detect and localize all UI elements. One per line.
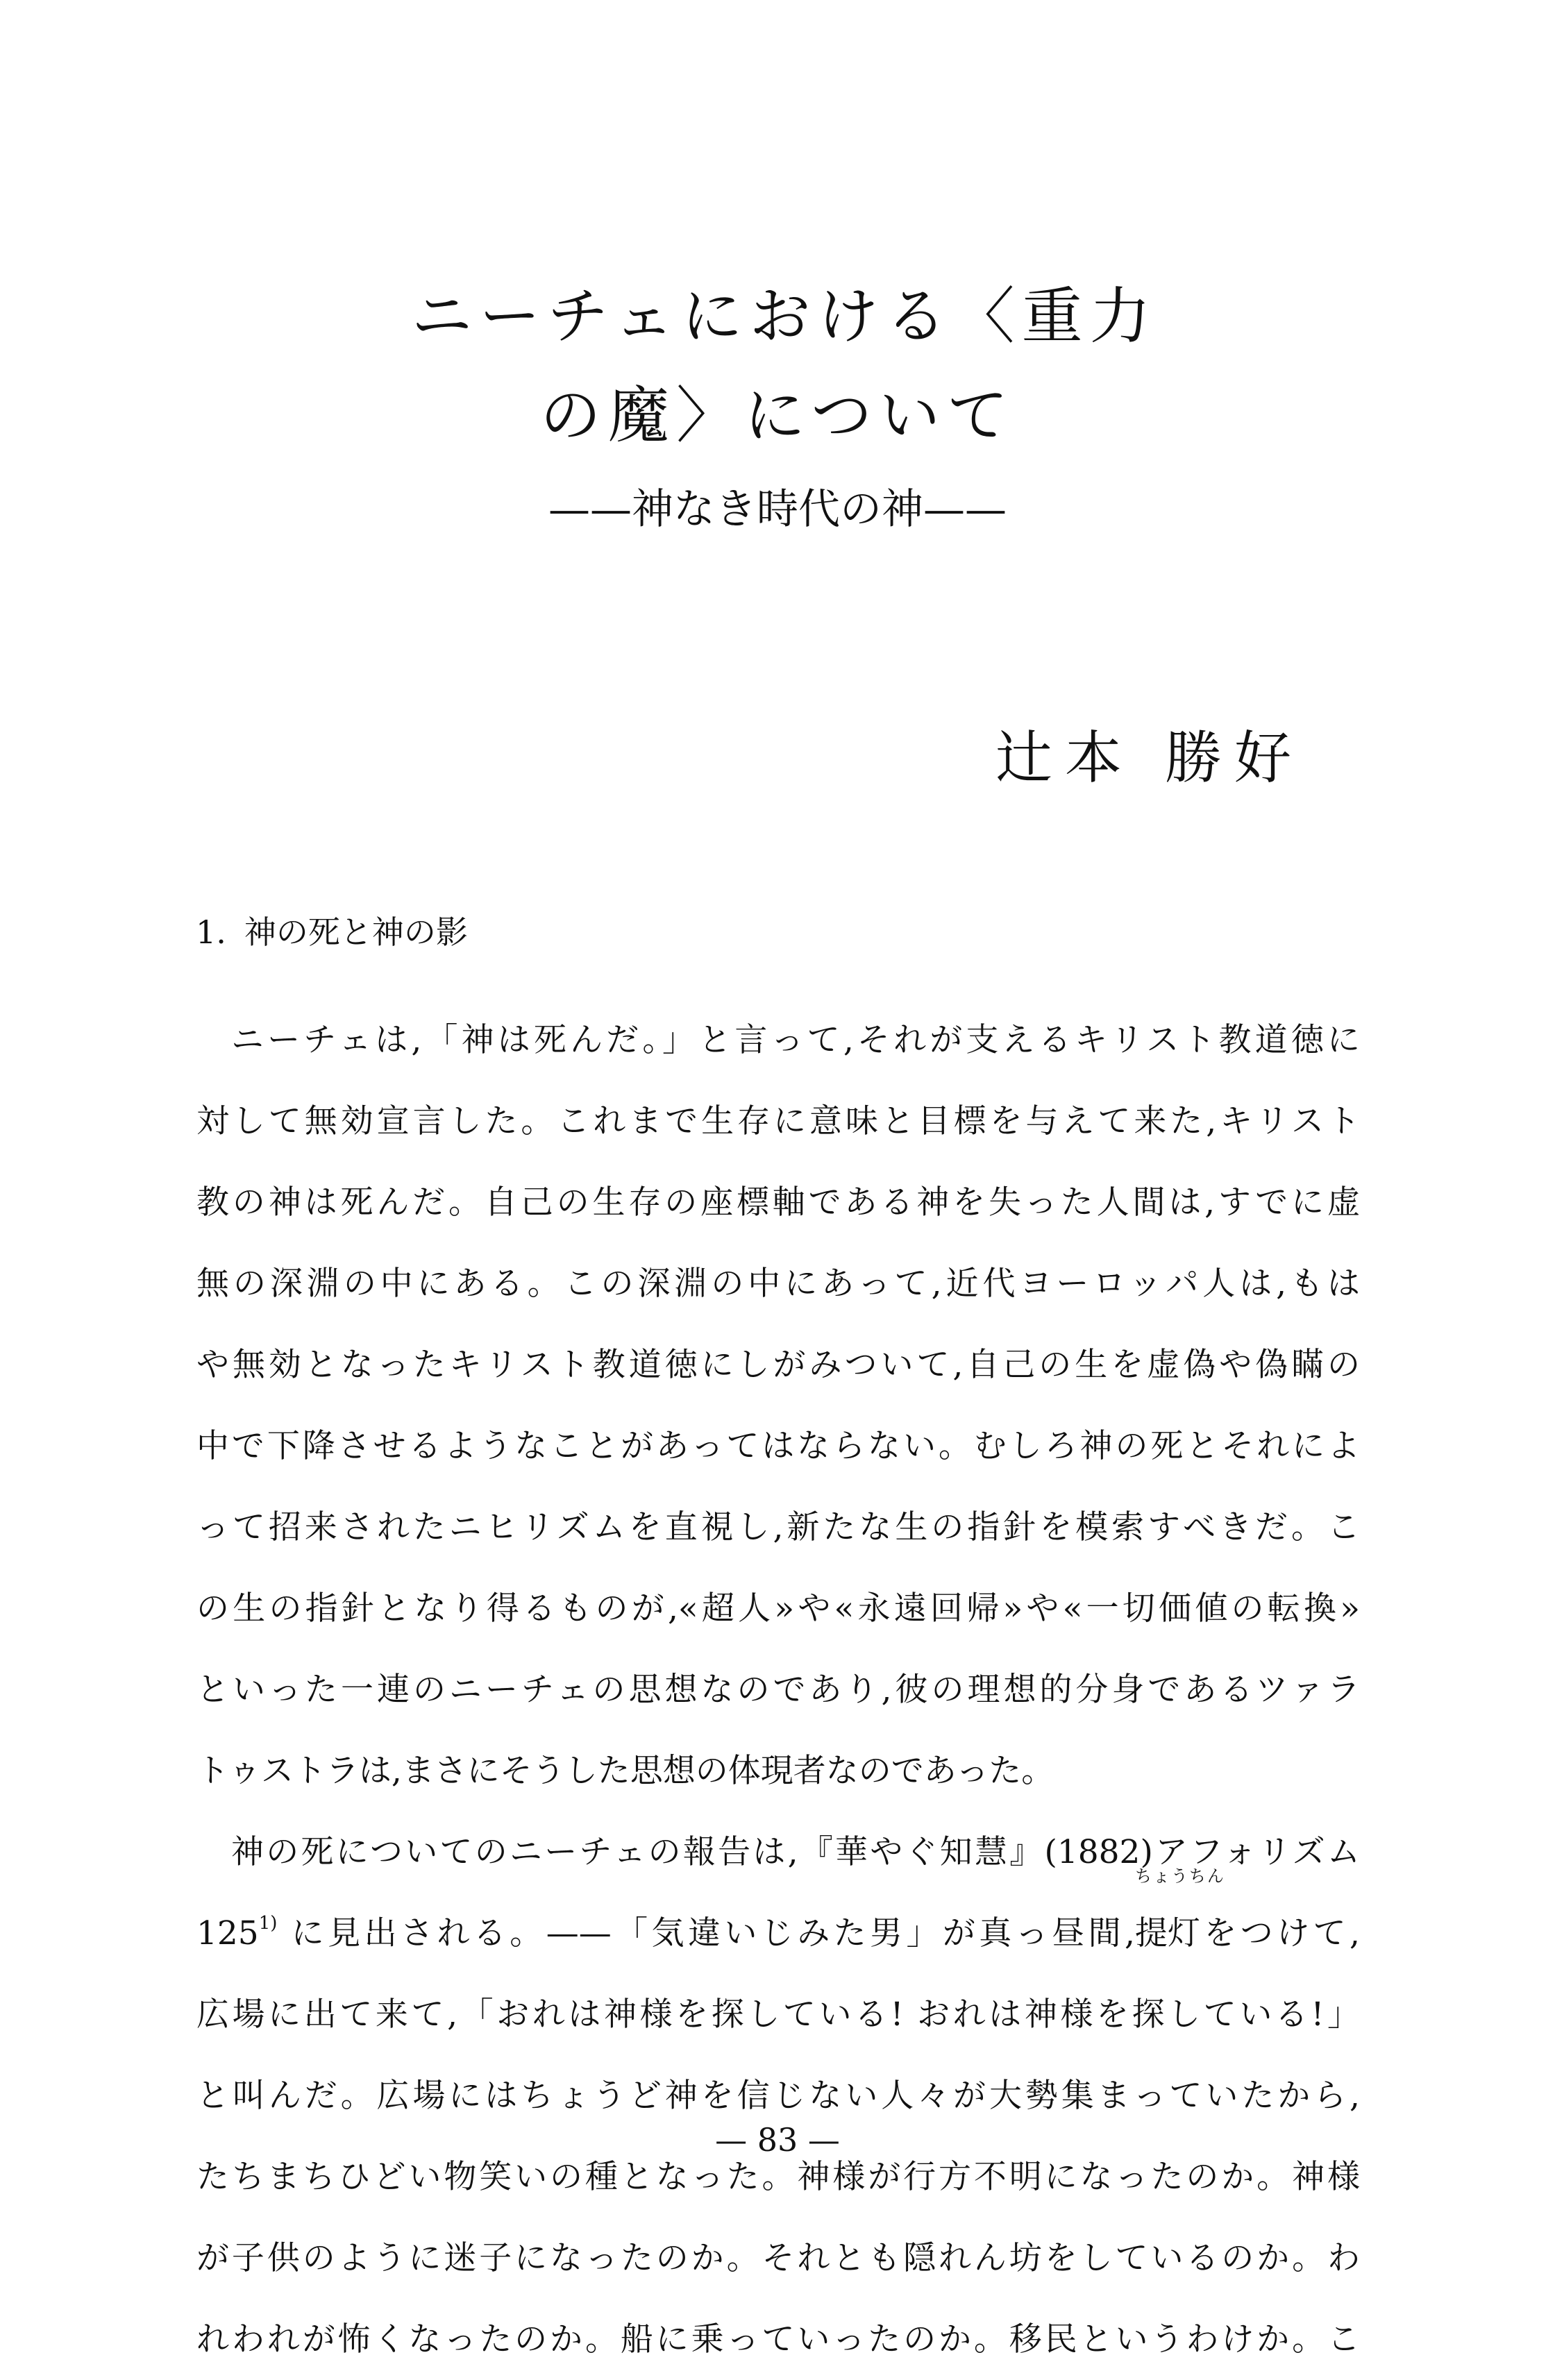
section-heading — [196, 913, 468, 951]
section-number: 1. — [196, 913, 226, 951]
paragraph-2-line: 広場に出て来て,「おれは神様を探している! おれは神様を探している!」 — [196, 1995, 1360, 2034]
article-subtitle: ——神なき時代の神—— — [548, 485, 1007, 534]
paragraph-1-line: 教の神は死んだ。自己の生存の座標軸である神を失った人間は,すでに虚 — [196, 1183, 1360, 1222]
paragraph-2-line: が子供のように迷子になったのか。それとも隠れん坊をしているのか。わ — [196, 2239, 1360, 2277]
paragraph-2-line: と叫んだ。広場にはちょうど神を信じない人々が大勢集まっていたから, — [196, 2077, 1360, 2115]
paragraph-2-line: 神の死についてのニーチェの報告は,『華やぐ知慧』(1882)アフォリズム — [231, 1833, 1360, 1871]
body-text — [196, 999, 1360, 2380]
ruby-annotated-word — [1134, 1866, 1225, 1974]
paragraph-2-text: に見出される。——「気違いじみた男」が真っ昼間, — [291, 1914, 1135, 1952]
paragraph-1-line: 中で下降させるようなことがあってはならない。むしろ神の死とそれによ — [196, 1427, 1360, 1465]
paragraph-2-line: たちまちひどい物笑いの種となった。神様が行方不明になったのか。神様 — [196, 2158, 1360, 2196]
paragraph-1-line: トゥストラは,まさにそうした思想の体現者なのであった。 — [196, 1752, 1054, 1790]
author-name: 辻本 勝好 — [995, 725, 1304, 791]
paragraph-1-line: って招来されたニヒリズムを直視し,新たな生の指針を模索すべきだ。こ — [196, 1508, 1360, 1546]
paragraph-1-line: といった一連のニーチェの思想なのであり,彼の理想的分身であるツァラ — [196, 1671, 1360, 1709]
article-title-line-2: の魔〉について — [539, 380, 1016, 451]
paragraph-2-text: をつけて, — [1200, 1914, 1360, 1952]
paragraph-1-line: の生の指針となり得るものが,«超人»や«永遠回帰»や«一切価値の転換» — [196, 1589, 1360, 1628]
aphorism-number: 125 — [196, 1914, 259, 1952]
page-number: — 83 — — [715, 2121, 840, 2159]
ruby-reading: ちょうちん — [1134, 1866, 1225, 1886]
article-title-line-1: ニーチェにおける〈重力 — [411, 280, 1158, 352]
footnote-marker: 1) — [258, 1913, 278, 1934]
paragraph-1-line: 無の深淵の中にある。この深淵の中にあって,近代ヨーロッパ人は,もは — [196, 1265, 1360, 1303]
paragraph-2-line-with-ruby — [196, 1866, 1360, 1974]
paragraph-1-line: 対して無効宣言した。これまで生存に意味と目標を与えて来た,キリスト — [196, 1102, 1360, 1140]
section-title: 神の死と神の影 — [244, 913, 468, 951]
paragraph-2-line: れわれが怖くなったのか。船に乗っていったのか。移民というわけか。こ — [196, 2320, 1360, 2358]
paragraph-1-line: ニーチェは,「神は死んだ。」と言って,それが支えるキリスト教道徳に — [231, 1021, 1360, 1059]
paragraph-1-line: や無効となったキリスト教道徳にしがみついて,自己の生を虚偽や偽瞞の — [196, 1346, 1360, 1384]
ruby-base: 提灯 — [1134, 1914, 1200, 1952]
